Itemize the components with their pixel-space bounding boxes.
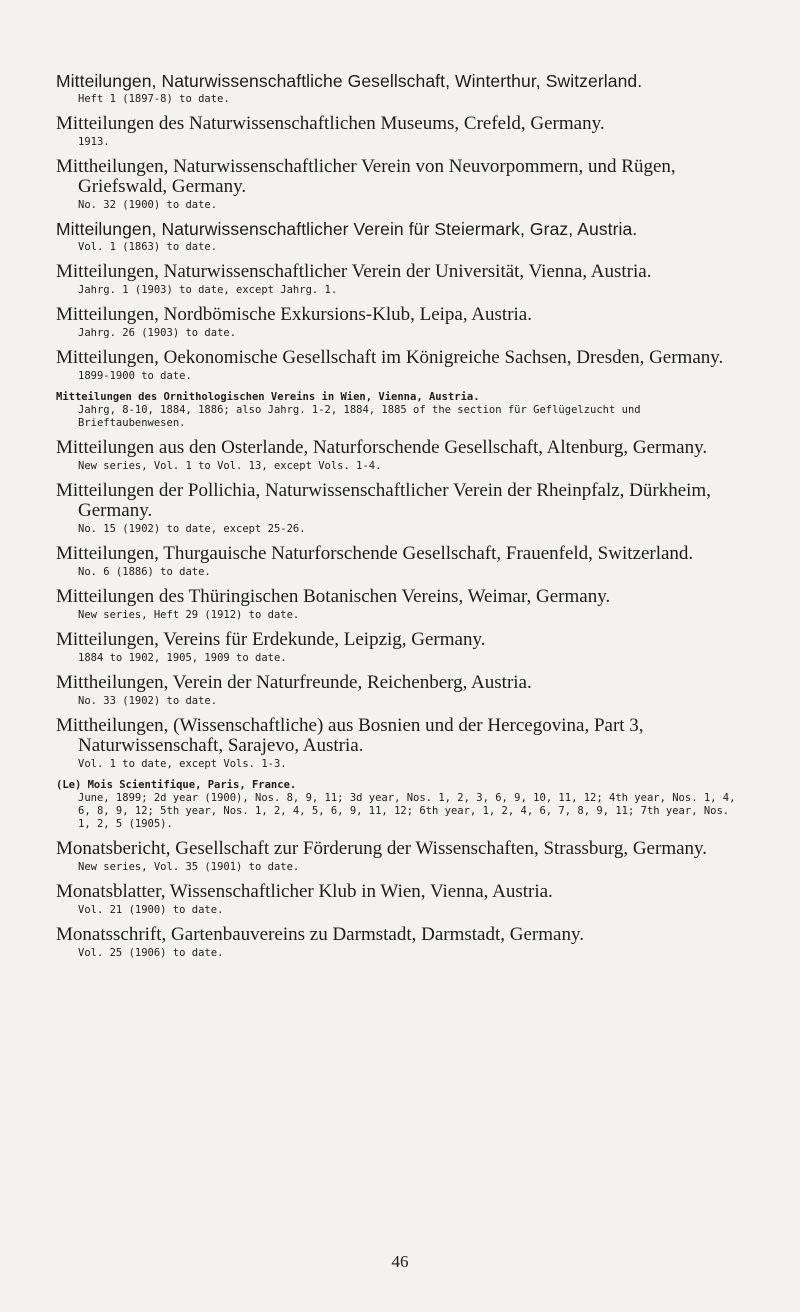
sub-entry-title: (Le) Mois Scientifique, Paris, France.	[56, 779, 297, 791]
catalog-entry	[56, 220, 746, 254]
entry-title: Mittheilungen, Naturwissenschaftlicher Verein von Neuvorpommern, und Rügen, Griefswald, Germany.	[56, 156, 676, 197]
catalog-entry	[56, 305, 746, 340]
catalog-entry	[56, 72, 746, 106]
entry-title: Mitteilungen, Thurgauische Naturforschende Gesellschaft, Frauenfeld, Switzerland.	[56, 543, 694, 564]
entry-title: Mitteilungen, Naturwissenschaftliche Gesellschaft, Winterthur, Switzerland.	[56, 71, 643, 91]
catalog-entry	[56, 839, 746, 874]
catalog-entry	[56, 438, 746, 473]
entry-title: Mittheilungen, Verein der Naturfreunde, Reichenberg, Austria.	[56, 672, 532, 693]
catalog-page	[56, 72, 746, 968]
entry-holdings: 1913.	[78, 136, 110, 148]
entry-holdings: 1884 to 1902, 1905, 1909 to date.	[78, 652, 287, 664]
entry-holdings: New series, Vol. 35 (1901) to date.	[78, 861, 300, 873]
entry-holdings: No. 15 (1902) to date, except 25-26.	[78, 523, 306, 535]
catalog-entry	[56, 882, 746, 917]
entry-title: Monatsblatter, Wissenschaftlicher Klub in Wien, Vienna, Austria.	[56, 881, 553, 902]
entry-holdings: Vol. 21 (1900) to date.	[78, 904, 224, 916]
entry-holdings: Jahrg. 26 (1903) to date.	[78, 327, 237, 339]
catalog-entry	[56, 716, 746, 771]
catalog-entry	[56, 348, 746, 383]
catalog-entry	[56, 587, 746, 622]
catalog-entry	[56, 114, 746, 149]
entry-holdings: No. 33 (1902) to date.	[78, 695, 218, 707]
sub-entry-holdings: Jahrg, 8-10, 1884, 1886; also Jahrg. 1-2, 1884, 1885 of the section für Geflügelzucht und Brieftaubenwesen.	[78, 404, 641, 429]
catalog-entry	[56, 157, 746, 212]
entry-title: Monatsbericht, Gesellschaft zur Förderung der Wissenschaften, Strassburg, Germany.	[56, 838, 708, 859]
catalog-sub-entry	[56, 779, 746, 831]
entry-holdings: Vol. 1 to date, except Vols. 1-3.	[78, 758, 287, 770]
entry-holdings: Heft 1 (1897-8) to date.	[78, 93, 230, 105]
catalog-entry	[56, 630, 746, 665]
entry-title: Mitteilungen, Nordbömische Exkursions-Klub, Leipa, Austria.	[56, 304, 532, 325]
entry-holdings: New series, Heft 29 (1912) to date.	[78, 609, 300, 621]
entry-title: Mitteilungen, Naturwissenschaftlicher Verein der Universität, Vienna, Austria.	[56, 261, 652, 282]
entry-title: Mitteilungen, Vereins für Erdekunde, Leipzig, Germany.	[56, 629, 486, 650]
entry-holdings: New series, Vol. 1 to Vol. 13, except Vols. 1-4.	[78, 460, 382, 472]
entry-title: Mitteilungen aus den Osterlande, Naturforschende Gesellschaft, Altenburg, Germany.	[56, 437, 708, 458]
entry-title: Mitteilungen des Thüringischen Botanischen Vereins, Weimar, Germany.	[56, 586, 611, 607]
sub-entry-title: Mitteilungen des Ornithologischen Vereins in Wien, Vienna, Austria.	[56, 391, 480, 403]
entry-holdings: Vol. 1 (1863) to date.	[78, 241, 218, 253]
catalog-entry	[56, 544, 746, 579]
entry-holdings: Vol. 25 (1906) to date.	[78, 947, 224, 959]
catalog-entry	[56, 925, 746, 960]
sub-entry-holdings: June, 1899; 2d year (1900), Nos. 8, 9, 11; 3d year, Nos. 1, 2, 3, 6, 9, 10, 11, 12; 4th year, Nos. 1, 4, 6, 8, 9, 12; 5th year, Nos. 1, 2, 4, 5, 6, 9, 11, 12; 6th year, 1, 2, 4, 6, 7, 8, 9, 11; 7th year, Nos. 1, 2, 5 (1905).	[78, 792, 736, 830]
catalog-entry	[56, 673, 746, 708]
entry-title: Mitteilungen, Naturwissenschaftlicher Verein für Steiermark, Graz, Austria.	[56, 219, 638, 239]
entry-title: Mittheilungen, (Wissenschaftliche) aus Bosnien und der Hercegovina, Part 3, Naturwissenschaft, Sarajevo, Austria.	[56, 715, 644, 756]
entry-holdings: No. 32 (1900) to date.	[78, 199, 218, 211]
entry-title: Mitteilungen, Oekonomische Gesellschaft im Königreiche Sachsen, Dresden, Germany.	[56, 347, 724, 368]
page-number: 46	[391, 1252, 409, 1271]
entry-title: Mitteilungen des Naturwissenschaftlichen Museums, Crefeld, Germany.	[56, 113, 605, 134]
entry-holdings: No. 6 (1886) to date.	[78, 566, 211, 578]
catalog-entry	[56, 481, 746, 536]
entry-title: Monatsschrift, Gartenbauvereins zu Darmstadt, Darmstadt, Germany.	[56, 924, 584, 945]
entry-holdings: Jahrg. 1 (1903) to date, except Jahrg. 1.	[78, 284, 338, 296]
catalog-entry	[56, 262, 746, 297]
catalog-sub-entry	[56, 391, 746, 430]
entry-holdings: 1899-1900 to date.	[78, 370, 192, 382]
entry-title: Mitteilungen der Pollichia, Naturwissenschaftlicher Verein der Rheinpfalz, Dürkheim, Germany.	[56, 480, 711, 521]
